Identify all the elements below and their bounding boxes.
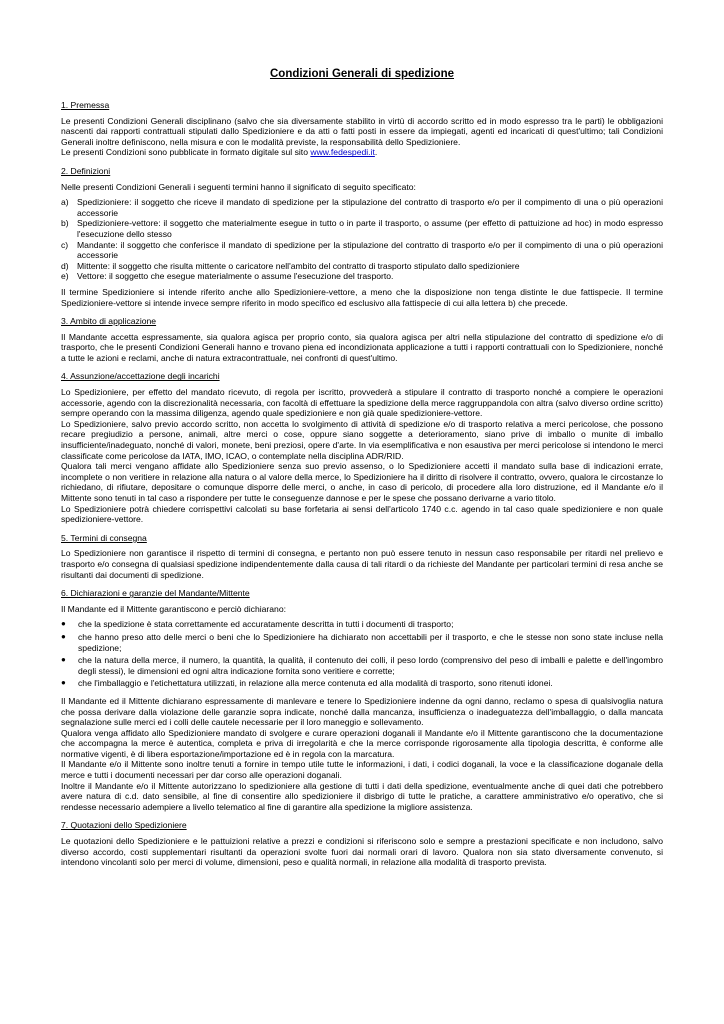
section-quotazioni <box>61 820 663 867</box>
section-heading: 5. Termini di consegna <box>61 532 147 543</box>
paragraph: Lo Spedizioniere, per effetto del mandato ricevuto, di regola per iscritto, provvederà a stipulare il contratto di trasporto nonché a compiere le operazioni accessorie, agendo con la discrezionalità necessaria, con facoltà di effettuare la spedizione della merce raggruppandola con altra (salvo diverso ordine scritto) sempre operando con la massima diligenza, agendo quale spedizioniere e non già quale spedizioniere-vettore. <box>61 387 663 419</box>
bullet-text: che l'imballaggio e l'etichettatura utilizzati, in relazione alla merce contenuta ed alla modalità di trasporto, sono ritenuti idonei. <box>78 678 553 689</box>
bullet-icon: ● <box>61 619 66 629</box>
section-ambito <box>61 316 663 363</box>
bullet-icon: ● <box>61 655 66 665</box>
section-dichiarazioni <box>61 588 663 812</box>
paragraph-site <box>61 147 663 158</box>
paragraph: Il Mandante accetta espressamente, sia qualora agisca per proprio conto, sia qualora agisca per altri nella stipulazione del contratto di spedizione e/o di trasporto, che le presenti Condizioni Generali hanno e trovano piena ed incondizionata applicazione a tutti i rapporti contrattuali con lo Spedizioniere, nonché a tutte le azioni e reclami, anche di natura extracontrattuale, nei confronti di quest'ultimo. <box>61 331 663 363</box>
paragraph: Inoltre il Mandante e/o il Mittente autorizzano lo spedizioniere alla gestione di tutti i dati della spedizione, eventualmente anche di quei dati che potrebbero avere natura di c.d. dato sensibile, al fine di consentire allo spedizioniere il disbrigo di tutte le pratiche, a carattere amministrativo e/o operativo, che si rendesse necessario adempiere a livello telematico al fine di garantire alla spedizione la migliore assistenza. <box>61 780 663 812</box>
section-heading: 6. Dichiarazioni e garanzie del Mandante/Mittente <box>61 588 250 599</box>
section-heading: 3. Ambito di applicazione <box>61 316 157 327</box>
paragraph: Il termine Spedizioniere si intende riferito anche allo Spedizioniere-vettore, a meno che la disposizione non tenga distinte le due fattispecie. Il termine Spedizioniere-vettore si intende invece sempre riferito in modo specifico ed esclusivo alla fattispecie di cui alla lettera b) che precede. <box>61 286 663 308</box>
bullet-text: che la spedizione è stata correttamente ed accuratamente descritta in tutti i documenti di trasporto; <box>78 619 454 630</box>
section-premessa <box>61 100 663 158</box>
section-heading: 2. Definizioni <box>61 165 111 176</box>
section-heading: 1. Premessa <box>61 100 110 110</box>
paragraph: Qualora tali merci vengano affidate allo Spedizioniere senza suo previo assenso, o lo Spedizioniere accetti il mandato sulla base di indicazioni errate, incomplete o non veritiere in relazione alla natura o al valore della merce, lo Spedizioniere ha il diritto di risolvere il contratto, ovvero, qualora le circostanze lo richiedano, di rifiutare, depositare o comunque disporre delle merci, o anche, in caso di pericolo, di procedere alla loro distruzione, ed il Mandante e/o il Mittente sono tenuti in tal caso a rispondere per tutte le conseguenze dannose e per le spese che possano derivarne a vario titolo. <box>61 461 663 503</box>
document-title: Condizioni Generali di spedizione <box>269 68 455 80</box>
text: Le presenti Condizioni sono pubblicate in formato digitale sul sito <box>61 147 311 158</box>
bullet-text: che la natura della merce, il numero, la quantità, la qualità, il contenuto dei colli, il peso lordo (comprensivo del peso di imballi e palette e dell'ingombro degli stessi), le dimensioni ed ogni altra indicazione fornita sono veritiere e corrette; <box>78 655 663 676</box>
bullet-item <box>61 619 663 630</box>
paragraph: Qualora venga affidato allo Spedizioniere mandato di svolgere e curare operazioni doganali il Mandante e/o il Mittente garantiscono che la documentazione che accompagna la merce è autentica, completa e priva di irregolarità e che la merce corrisponde rigorosamente alla tipologia descritta, è conforme alle normative vigenti, è di libera esportazione/importazione ed è in regola con la marcatura. <box>61 727 663 759</box>
item-mark: b) <box>61 218 69 229</box>
paragraph: Lo Spedizioniere, salvo previo accordo scritto, non accetta lo svolgimento di attività di spedizione e/o di trasporto relativa a merci pericolose, che possono recare pregiudizio a persone, animali, altre merci o cose, oppure siano soggette a deterioramento, siano prive di imballo o munite di imballo insufficiente/inadeguato, nonché di valori, monete, beni preziosi, opere d'arte. In via esemplificativa e non esaustiva per merci pericolose si intendono le merci classificate come pericolose da IATA, IMO, ICAO, o contemplate nella disciplina ADR/RID. <box>61 418 663 461</box>
section-termini <box>61 533 663 580</box>
paragraph: Il Mandante e/o il Mittente sono inoltre tenuti a fornire in tempo utile tutte le informazioni, i dati, i codici doganali, la voce e la classificazione doganale della merce e tutti i documenti necessari per dar corso alle operazioni doganali. <box>61 759 663 781</box>
section-heading: 7. Quotazioni dello Spedizioniere <box>61 820 187 831</box>
definition-item <box>61 271 663 282</box>
paragraph: Le presenti Condizioni Generali disciplinano (salvo che sia diversamente stabilito in virtù di accordo scritto ed in modo espresso tra le parti) le obbligazioni nascenti dai rapporti contrattuali stipulati dallo Spedizioniere e da atti o fatti posti in essere da impiegati, agenti ed incaricati di quest'ultimo; tali Condizioni Generali inoltre definiscono, nella misura e con le modalità previste, la responsabilità dello Spedizioniere. <box>61 115 663 147</box>
item-text: Spedizioniere: il soggetto che riceve il mandato di spedizione per la stipulazione del contratto di trasporto e/o per il compimento di una o più operazioni accessorie <box>77 197 663 218</box>
document-page <box>61 67 663 876</box>
bullet-item <box>61 678 663 689</box>
bullet-icon: ● <box>61 678 66 688</box>
item-text: Mittente: il soggetto che risulta mittente o caricatore nell'ambito del contratto di trasporto stipulato dallo spedizioniere <box>77 260 520 271</box>
paragraph: Il Mandante ed il Mittente dichiarano espressamente di manlevare e tenere lo Spedizioniere indenne da ogni danno, reclamo o spesa di qualsivoglia natura che possa derivare dalla violazione delle garanzie sopra indicate, nonché dalla mancanza, insufficienza o inadeguatezza dell'imballaggio, o dalla mancata segnalazione sulle merci ed i colli delle cautele necessarie per il loro maneggio e sollevamento. <box>61 695 663 728</box>
item-text: Spedizioniere-vettore: il soggetto che materialmente esegue in tutto o in parte il trasporto, o assume (per effetto di pattuizione ad hoc) in modo espresso l'esecuzione dello stesso <box>77 218 663 239</box>
item-text: Vettore: il soggetto che esegue materialmente o assume l'esecuzione del trasporto. <box>77 271 394 282</box>
section-heading: 4. Assunzione/accettazione degli incarichi <box>61 371 220 382</box>
item-mark: c) <box>61 239 69 250</box>
bullet-icon: ● <box>61 631 66 641</box>
section-definizioni <box>61 166 663 308</box>
website-link[interactable]: www.fedespedi.it <box>310 147 375 158</box>
bullet-item <box>61 632 663 653</box>
bullet-text: che hanno preso atto delle merci o beni che lo Spedizioniere ha dichiarato non accettabili per il trasporto, e che le stesse non sono state incluse nella spedizione; <box>78 631 663 653</box>
bullet-item <box>61 655 663 676</box>
item-mark: d) <box>61 260 69 271</box>
paragraph: Le quotazioni dello Spedizioniere e le pattuizioni relative a prezzi e condizioni si riferiscono solo e sempre a prestazioni specificate e non includono, salvo diverso accordo, costi supplementari risultanti da operazioni svolte fuori dai normali orari di lavoro. Qualora non sia stato diversamente convenuto, si intendono vincolanti solo per merci di volume, dimensioni, peso e qualità normali, in relazione alla modalità di trasporto prevista. <box>61 836 663 868</box>
paragraph: Nelle presenti Condizioni Generali i seguenti termini hanno il significato di seguito specificato: <box>61 181 416 192</box>
item-text: Mandante: il soggetto che conferisce il mandato di spedizione per la stipulazione del contratto di trasporto e/o per il compimento di una o più operazioni accessorie <box>77 239 663 261</box>
definition-item <box>61 218 663 239</box>
paragraph: Lo Spedizioniere non garantisce il rispetto di termini di consegna, e pertanto non può essere tenuto in nessun caso responsabile per ritardi nel prelievo e trasporto e/o consegna di qualsiasi spedizione indipendentemente dalla causa di tali ritardi o da richieste del Mandante per particolari termini di resa anche se risultanti dai documenti di spedizione. <box>61 548 663 580</box>
text: . <box>374 147 378 158</box>
item-mark: a) <box>61 197 69 208</box>
definition-item <box>61 240 663 261</box>
definition-item <box>61 197 663 218</box>
item-mark: e) <box>61 271 69 282</box>
paragraph: Il Mandante ed il Mittente garantiscono e perciò dichiarano: <box>61 603 287 614</box>
section-assunzione <box>61 371 663 524</box>
paragraph: Lo Spedizioniere potrà chiedere corrispettivi calcolati su base forfetaria ai sensi dell'articolo 1740 c.c. agendo in tal caso quale spedizioniere e non quale spedizioniere-vettore. <box>61 503 663 525</box>
definition-item <box>61 261 663 272</box>
